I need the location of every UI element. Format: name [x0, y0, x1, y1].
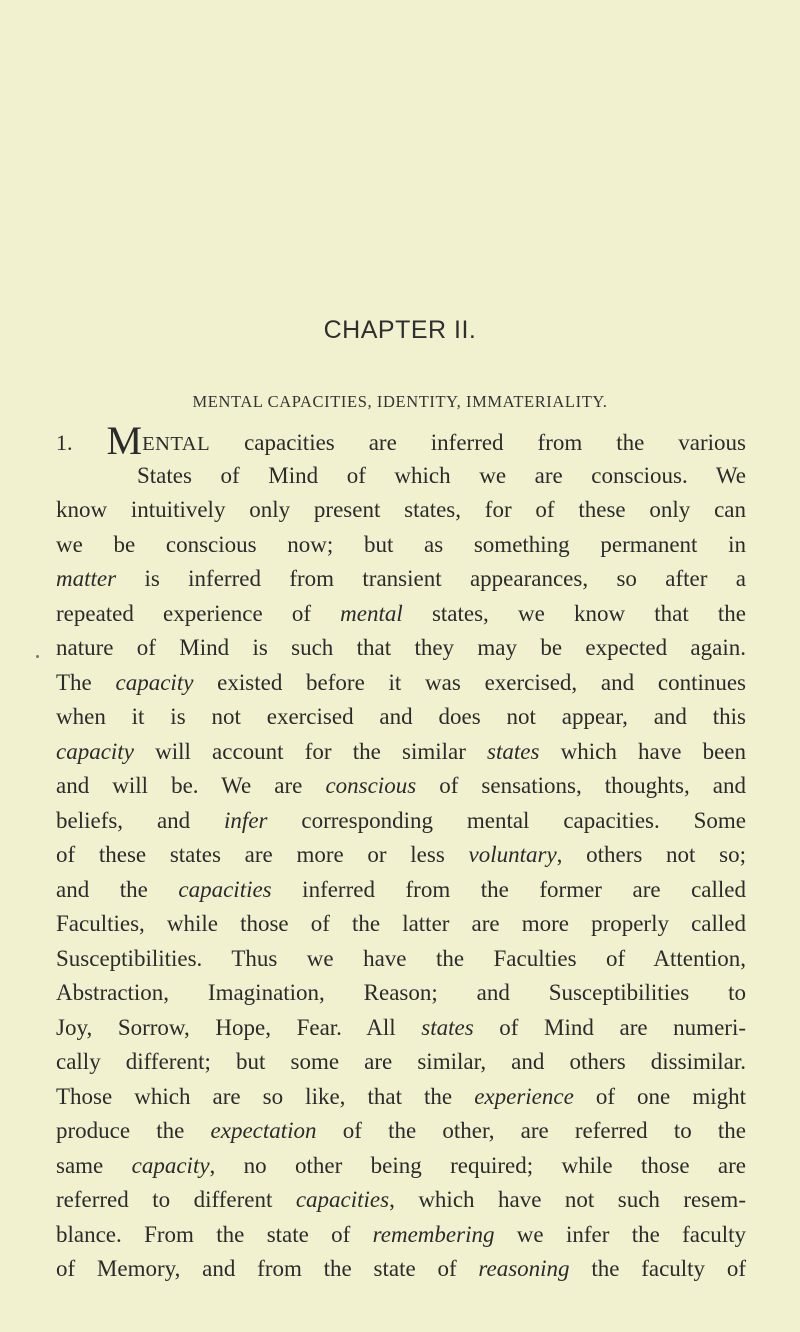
text-span: blance. From the state of	[56, 1221, 373, 1247]
drop-cap: M	[106, 418, 143, 463]
text-line	[56, 631, 746, 666]
text-line	[56, 1149, 746, 1184]
text-line	[56, 1080, 746, 1115]
text-span: and will be. We are	[56, 773, 326, 798]
text-span: referred to different	[56, 1187, 296, 1212]
text-span: same	[56, 1152, 132, 1178]
text-line	[56, 459, 746, 494]
paragraph-lines	[56, 459, 746, 1287]
text-line	[56, 942, 746, 977]
text-span: , others not so;	[556, 842, 746, 867]
text-line	[56, 528, 746, 563]
text-span: Abstraction, Imagination, Reason; and Susceptibilities to	[56, 980, 746, 1005]
paragraph-first-line	[56, 418, 747, 463]
text-span: beliefs, and	[56, 807, 225, 833]
italic-word: capacities	[295, 1187, 390, 1212]
italic-word: states	[487, 738, 540, 764]
italic-word: states	[421, 1014, 474, 1040]
text-line	[56, 1114, 746, 1149]
text-line	[56, 1183, 746, 1218]
text-span: is inferred from transient appearances, so after a	[116, 566, 746, 591]
text-span: of these states are more or less	[56, 842, 469, 867]
text-line	[56, 804, 746, 839]
italic-word: expectation	[210, 1118, 317, 1143]
text-line	[56, 1011, 746, 1046]
text-line	[56, 769, 746, 804]
text-span: we be conscious now; but as something permanent in	[56, 531, 746, 557]
margin-speck	[36, 655, 39, 658]
italic-word: capacity	[115, 669, 194, 695]
text-span: capacities are inferred from the various	[210, 430, 747, 455]
text-span: cally different; but some are similar, and others dissimilar.	[56, 1049, 746, 1074]
italic-word: infer	[224, 807, 268, 833]
text-line	[56, 1218, 746, 1253]
text-line	[56, 562, 746, 597]
text-span: , which have not such resem-	[389, 1187, 746, 1212]
text-line	[56, 493, 746, 528]
italic-word: capacity	[56, 738, 134, 764]
paragraph-body	[56, 418, 747, 1287]
text-line	[56, 838, 746, 873]
text-span: we infer the faculty	[494, 1221, 746, 1247]
text-line	[56, 666, 746, 701]
text-span: the faculty of	[569, 1256, 746, 1281]
italic-word: capacity	[131, 1152, 210, 1178]
text-span: of Memory, and from the state of	[56, 1256, 479, 1281]
text-span: and the	[56, 876, 179, 902]
chapter-heading: CHAPTER II.	[323, 316, 477, 344]
text-span: Faculties, while those of the latter are more properly called	[56, 911, 746, 936]
italic-word: capacities	[178, 876, 272, 902]
italic-word: matter	[56, 566, 117, 591]
italic-word: remembering	[372, 1221, 495, 1247]
italic-word: experience	[474, 1083, 574, 1109]
text-line	[56, 1252, 746, 1287]
text-span: know intuitively only present states, for of these only can	[56, 497, 746, 522]
text-span: of one might	[573, 1083, 746, 1109]
text-span: which have been	[539, 738, 747, 764]
text-line	[56, 907, 746, 942]
text-span: of Mind are numeri-	[473, 1014, 746, 1040]
text-line	[56, 597, 746, 632]
text-span: The	[56, 669, 116, 695]
text-span: existed before it was exercised, and continues	[193, 669, 747, 695]
italic-word: mental	[340, 600, 403, 626]
text-line	[56, 873, 746, 908]
text-line	[56, 700, 746, 735]
italic-word: reasoning	[478, 1256, 570, 1281]
small-caps-word: ENTAL	[142, 433, 211, 455]
text-span: corresponding mental capacities. Some	[267, 807, 747, 833]
text-span: , no other being required; while those are	[209, 1152, 746, 1178]
text-span: inferred from the former are called	[271, 876, 747, 902]
text-span: when it is not exercised and does not appear, and this	[56, 704, 746, 729]
text-line	[56, 976, 746, 1011]
text-span: Susceptibilities. Thus we have the Faculties of Attention,	[56, 945, 746, 971]
text-span: produce the	[56, 1118, 211, 1143]
text-span: States of Mind of which we are conscious. We	[137, 462, 746, 488]
text-span: states, we know that the	[402, 600, 746, 626]
text-line	[56, 1045, 746, 1080]
italic-word: conscious	[325, 773, 417, 798]
text-span: will account for the similar	[133, 738, 488, 764]
text-span: repeated experience of	[56, 600, 341, 626]
chapter-subtitle: MENTAL CAPACITIES, IDENTITY, IMMATERIALITY.	[192, 392, 608, 411]
italic-word: voluntary	[468, 842, 557, 867]
text-span: Joy, Sorrow, Hope, Fear. All	[56, 1014, 422, 1040]
text-line	[56, 735, 746, 770]
text-span: of the other, are referred to the	[316, 1118, 746, 1143]
section-number: 1.	[56, 430, 73, 455]
text-span: of sensations, thoughts, and	[416, 773, 746, 798]
text-span: nature of Mind is such that they may be expected again.	[56, 635, 746, 660]
text-span: Those which are so like, that the	[56, 1083, 475, 1109]
